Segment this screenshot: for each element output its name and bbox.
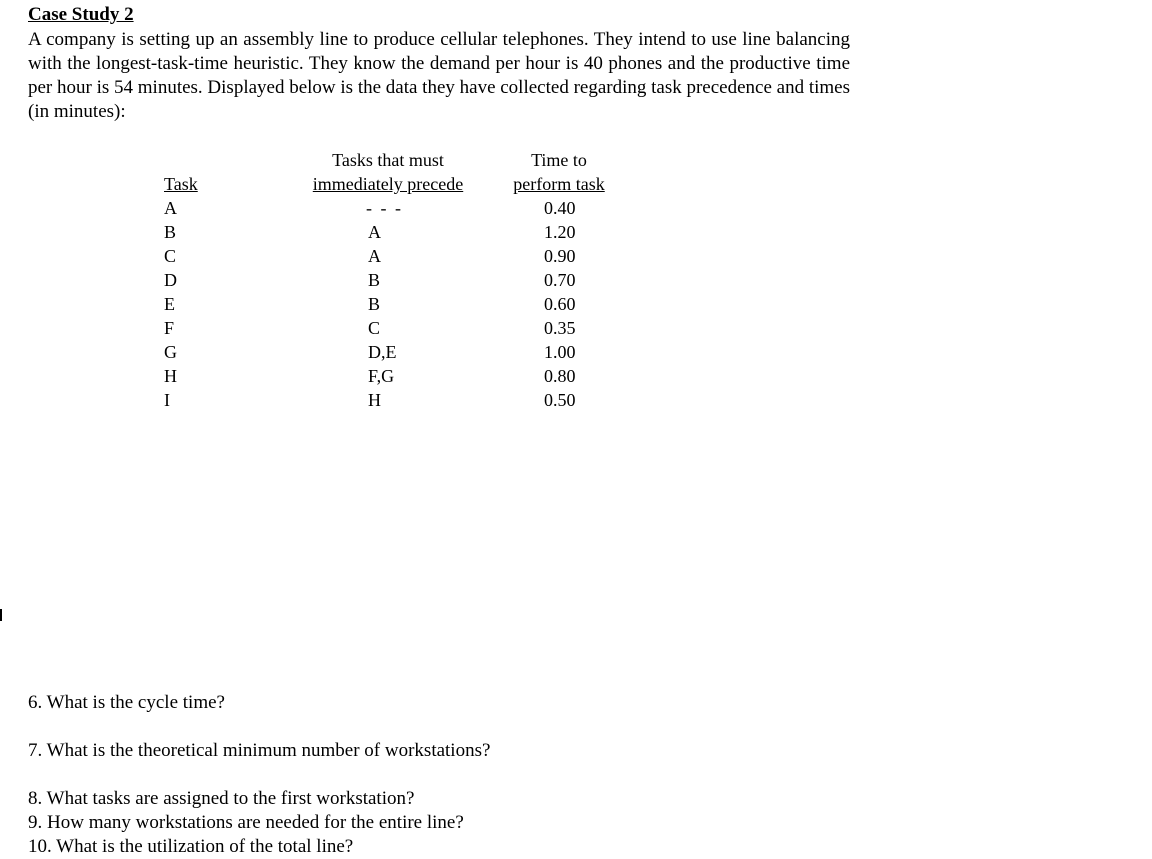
- case-study-title: Case Study 2: [28, 4, 134, 25]
- predecessor-cell: H: [368, 390, 381, 410]
- task-cell: E: [164, 294, 175, 314]
- time-cell: 0.70: [544, 270, 576, 290]
- predecessor-cell: F,G: [368, 366, 395, 386]
- question-10: 10. What is the utilization of the total line?: [28, 836, 354, 857]
- task-cell: D: [164, 270, 177, 290]
- question-7: 7. What is the theoretical minimum number of workstations?: [28, 740, 491, 761]
- time-cell: 0.80: [544, 366, 576, 386]
- task-cell: B: [164, 222, 177, 242]
- time-cell: 0.40: [544, 198, 576, 218]
- predecessor-header-line2: immediately precede: [312, 174, 464, 194]
- question-8: 8. What tasks are assigned to the first workstation?: [28, 788, 415, 809]
- predecessor-cell: D,E: [368, 342, 397, 362]
- predecessor-cell: B: [368, 270, 381, 290]
- task-cell: C: [164, 246, 177, 266]
- time-cell: 1.00: [544, 342, 576, 362]
- time-header-line1: Time to: [531, 150, 587, 170]
- predecessor-cell: B: [368, 294, 381, 314]
- time-cell: 1.20: [544, 222, 576, 242]
- task-cell: A: [164, 198, 177, 218]
- task-cell: I: [164, 390, 170, 410]
- task-column-header: Task: [164, 174, 198, 194]
- question-9: 9. How many workstations are needed for the entire line?: [28, 812, 464, 833]
- time-cell: 0.90: [544, 246, 576, 266]
- task-cell: G: [164, 342, 177, 362]
- predecessor-cell: C: [368, 318, 381, 338]
- task-column: [164, 172, 198, 412]
- task-cell: F: [164, 318, 175, 338]
- time-cell: 0.60: [544, 294, 576, 314]
- predecessor-cell: - - -: [366, 198, 403, 218]
- time-cell: 0.50: [544, 390, 576, 410]
- time-cell: 0.35: [544, 318, 576, 338]
- intro-paragraph: A company is setting up an assembly line to produce cellular telephones. They intend to use line balancing with the longest-task-time heuristic. They know the demand per hour is 40 phones and the productive time per hour is 54 minutes. Displayed below is the data they have collected regarding task precedence and times (in minutes):: [28, 29, 851, 122]
- predecessor-column: [298, 148, 478, 412]
- predecessor-header-line1: Tasks that must: [332, 150, 444, 170]
- question-6: 6. What is the cycle time?: [28, 692, 225, 713]
- time-header-line2: perform task: [513, 174, 605, 194]
- predecessor-cell: A: [368, 222, 381, 242]
- task-cell: H: [164, 366, 177, 386]
- time-column: [504, 148, 614, 412]
- predecessor-cell: A: [368, 246, 381, 266]
- margin-mark: [0, 609, 2, 621]
